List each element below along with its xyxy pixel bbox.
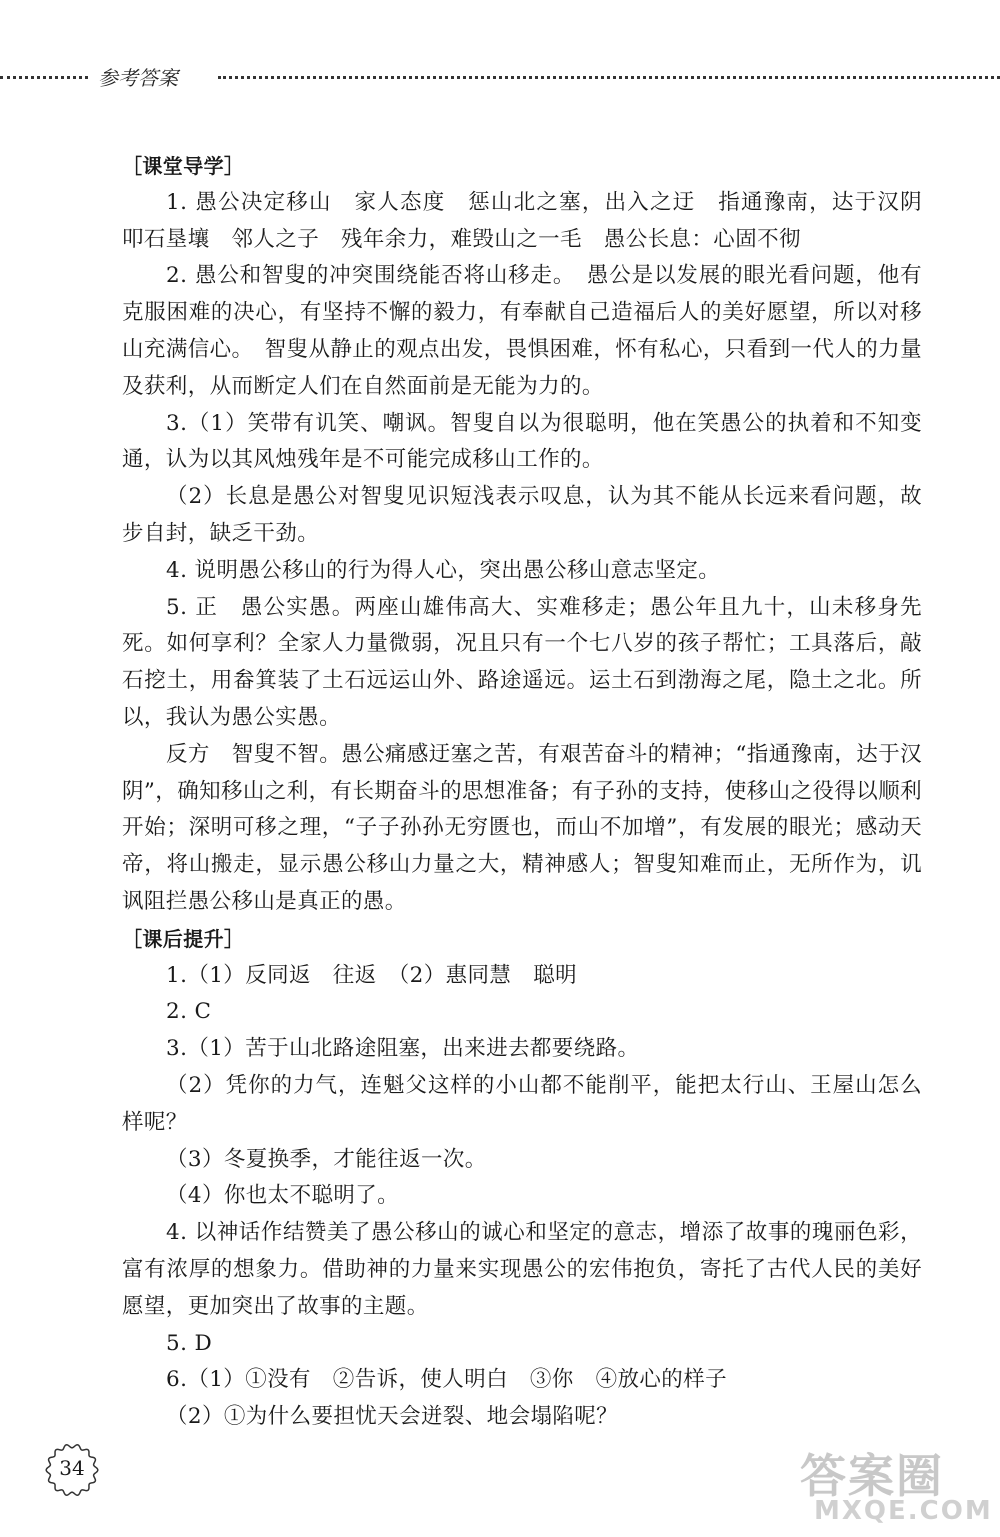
watermark	[740, 1440, 993, 1530]
answer-paragraph: 4. 说明愚公移山的行为得人心，突出愚公移山意志坚定。	[166, 557, 721, 583]
page-header	[0, 60, 1000, 100]
answer-paragraph: 反方 智叟不智。愚公痛感迂塞之苦，有艰苦奋斗的精神；“指通豫南，达于汉阴”，确知移山之利，有长期奋斗的思想准备；有子孙的支持，使移山之役得以顺利开始；深明可移之理，“子子孙孙无穷匮也，而山不加增”，有发展的眼光；感动天帝，将山搬走，显示愚公移山力量之大，精神感人；智叟知难而止，无所作为，讥讽阻拦愚公移山是真正的愚。	[122, 741, 922, 914]
answer-paragraph: 3.（1）苦于山北路途阻塞，出来进去都要绕路。	[166, 1036, 640, 1062]
answer-paragraph: 4. 以神话作结赞美了愚公移山的诚心和坚定的意志，增添了故事的瑰丽色彩，富有浓厚的想象力。借助神的力量来实现愚公的宏伟抱负，寄托了古代人民的美好愿望，更加突出了故事的主题。	[122, 1220, 922, 1319]
header-dotted-rule-left	[0, 76, 88, 79]
answer-paragraph: 5. D	[166, 1330, 213, 1356]
answer-content	[122, 148, 944, 1436]
header-dotted-rule-right	[218, 76, 1000, 79]
page-number-badge	[44, 1442, 100, 1498]
section-heading-after-class: ［课后提升］	[122, 926, 245, 951]
answer-paragraph: 5. 正 愚公实愚。两座山雄伟高大、实难移走；愚公年且九十，山未移身先死。如何享利？全家人力量微弱，况且只有一个七八岁的孩子帮忙；工具落后，敲石挖土，用畚箕装了土石远运山外、路途遥远。运土石到渤海之尾，隐土之北。所以，我认为愚公实愚。	[122, 594, 922, 730]
answer-paragraph: 6.（1）①没有 ②告诉，使人明白 ③你 ④放心的样子	[166, 1367, 727, 1393]
answer-paragraph: 1. 愚公决定移山 家人态度 惩山北之塞，出入之迂 指通豫南，达于汉阴 叩石垦壤 邻人之子 残年余力，难毁山之一毛 愚公长息：心固不彻	[122, 189, 944, 252]
answer-paragraph: （2）凭你的力气，连魁父这样的小山都不能削平，能把太行山、王屋山怎么样呢？	[122, 1072, 922, 1135]
watermark-main: 答案圈	[800, 1449, 944, 1503]
answer-paragraph: （2）①为什么要担忧天会迸裂、地会塌陷呢？	[166, 1404, 619, 1430]
answer-paragraph: 2. 愚公和智叟的冲突围绕能否将山移走。 愚公是以发展的眼光看问题，他有克服困难的决心，有坚持不懈的毅力，有奉献自己造福后人的美好愿望，所以对移山充满信心。 智叟从静止的观点出发，畏惧困难，怀有私心，只看到一代人的力量及获利，从而断定人们在自然面前是无能为力的。	[122, 263, 922, 399]
answer-paragraph: 3.（1）笑带有讥笑、嘲讽。智叟自以为很聪明，他在笑愚公的执着和不知变通，认为以其风烛残年是不可能完成移山工作的。	[122, 410, 922, 473]
answer-paragraph: 2. C	[166, 999, 212, 1025]
page-number: 34	[59, 1456, 85, 1480]
watermark-sub: MXQE.COM	[814, 1496, 993, 1526]
answer-paragraph: （2）长息是愚公对智叟见识短浅表示叹息，认为其不能从长远来看问题，故步自封，缺乏干劲。	[122, 484, 922, 546]
section-heading-classroom: ［课堂导学］	[122, 154, 245, 178]
answer-paragraph: 1.（1）反同返 往返 （2）惠同慧 聪明	[166, 962, 578, 988]
header-title: 参考答案	[98, 66, 178, 90]
answer-paragraph: （3）冬夏换季，才能往返一次。	[166, 1146, 487, 1172]
answer-paragraph: （4）你也太不聪明了。	[166, 1183, 400, 1209]
